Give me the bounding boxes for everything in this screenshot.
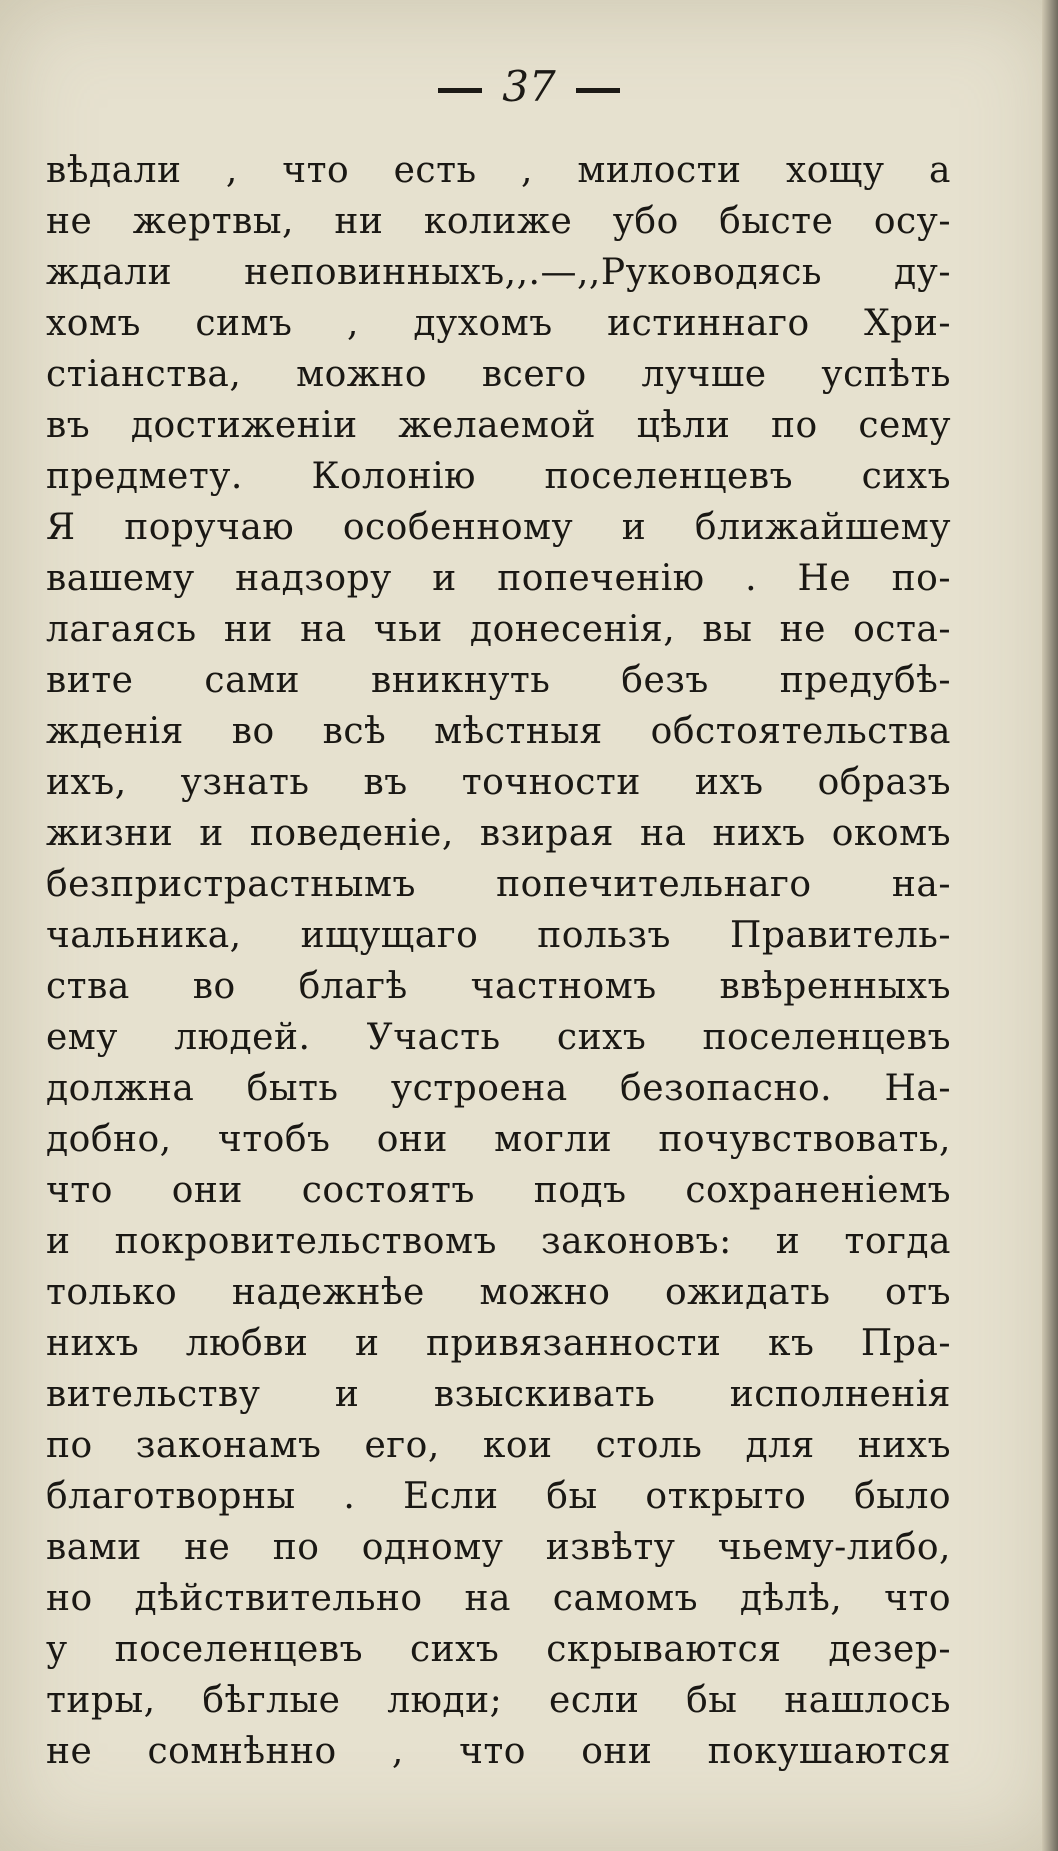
text-line: хомъ симъ , духомъ истиннаго Хри- — [46, 303, 951, 344]
text-line: вами не по одному извѣту чьему-либо, — [46, 1527, 951, 1568]
text-line: ства во благѣ частномъ ввѣренныхъ — [46, 966, 951, 1007]
text-line: должна быть устроена безопасно. На- — [46, 1068, 951, 1109]
text-line: тиры, бѣглые люди; если бы нашлось — [46, 1680, 951, 1721]
text-line: благотворны . Если бы открыто было — [46, 1476, 951, 1517]
text-line: Я поручаю особенному и ближайшему — [46, 507, 951, 548]
text-line: ждали неповинныхъ,,.—,,Руководясь ду- — [46, 252, 951, 293]
text-line: предмету. Колонію поселенцевъ сихъ — [46, 456, 951, 497]
text-line: ихъ, узнать въ точности ихъ образъ — [46, 762, 951, 803]
text-line: по законамъ его, кои столь для нихъ — [46, 1425, 951, 1466]
text-line: вительству и взыскивать исполненія — [46, 1374, 951, 1415]
text-line: стіанства, можно всего лучше успѣть — [46, 354, 951, 395]
text-line: только надежнѣе можно ожидать отъ — [46, 1272, 951, 1313]
text-line: ему людей. Участь сихъ поселенцевъ — [46, 1017, 951, 1058]
text-line: у поселенцевъ сихъ скрываются дезер- — [46, 1629, 951, 1670]
text-line: не сомнѣнно , что они покушаются — [46, 1731, 951, 1772]
text-line: въ достиженіи желаемой цѣли по сему — [46, 405, 951, 446]
text-line: жденія во всѣ мѣстныя обстоятельства — [46, 711, 951, 752]
text-line: вашему надзору и попеченію . Не по- — [46, 558, 951, 599]
page-number: 37 — [502, 62, 556, 111]
text-line: жизни и поведеніе, взирая на нихъ окомъ — [46, 813, 951, 854]
text-line: чальника, ищущаго пользъ Правитель- — [46, 915, 951, 956]
text-line: добно, чтобъ они могли почувствовать, — [46, 1119, 951, 1160]
header-dash-left — [438, 88, 482, 93]
page-body-text — [46, 145, 951, 1777]
text-line: нихъ любви и привязанности къ Пра- — [46, 1323, 951, 1364]
page-header — [0, 62, 1058, 112]
text-line: но дѣйствительно на самомъ дѣлѣ, что — [46, 1578, 951, 1619]
text-line: безпристрастнымъ попечительнаго на- — [46, 864, 951, 905]
text-line: не жертвы, ни колиже убо бысте осу- — [46, 201, 951, 242]
text-line: лагаясь ни на чьи донесенія, вы не оста- — [46, 609, 951, 650]
header-dash-right — [576, 88, 620, 93]
text-line: что они состоятъ подъ сохраненіемъ — [46, 1170, 951, 1211]
text-line: вѣдали , что есть , милости хощу а — [46, 150, 951, 191]
text-line: вите сами вникнуть безъ предубѣ- — [46, 660, 951, 701]
text-line: и покровительствомъ законовъ: и тогда — [46, 1221, 951, 1262]
